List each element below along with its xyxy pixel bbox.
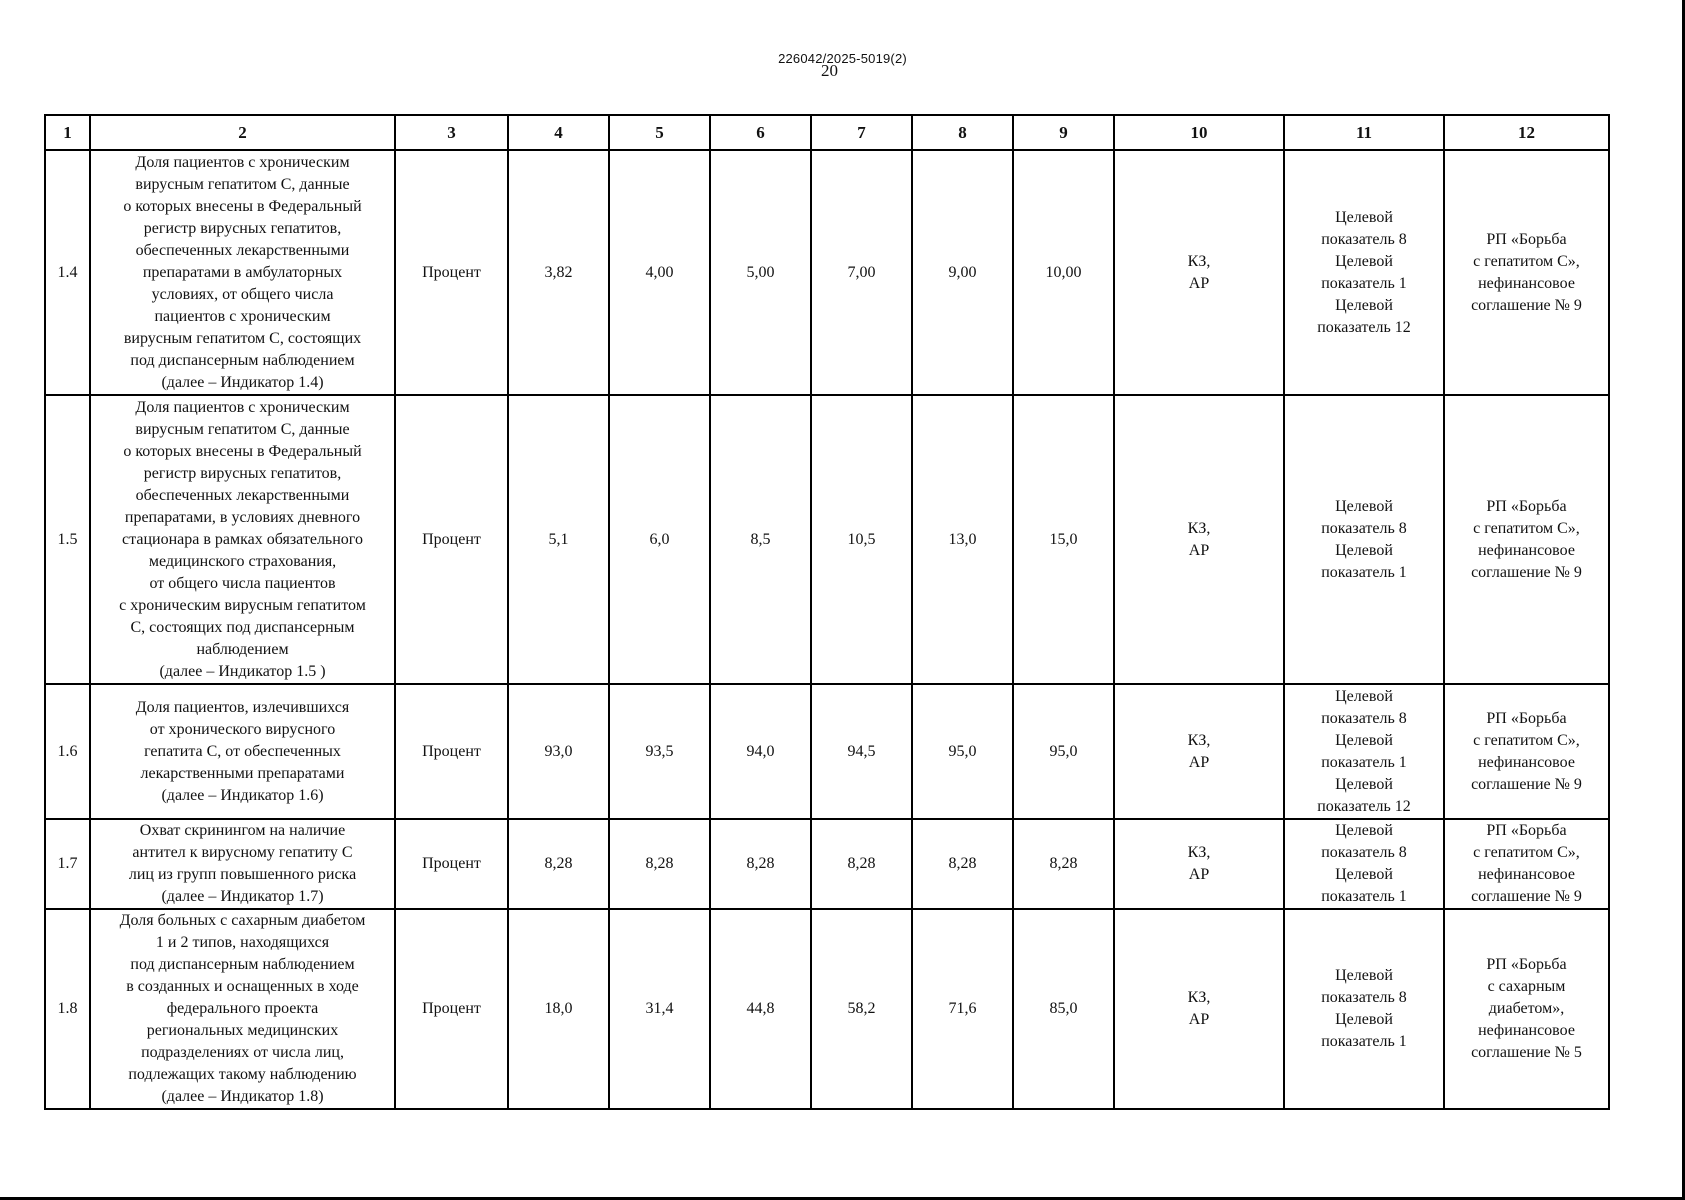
- value-cell: 85,0: [1013, 909, 1114, 1109]
- page-number: 20: [821, 61, 838, 80]
- value-cell: 5,1: [508, 395, 609, 684]
- regional-project-cell: РП «Борьба с гепатитом С», нефинансовое соглашение № 9: [1444, 395, 1609, 684]
- column-header: 7: [811, 115, 912, 150]
- indicator-description: Доля пациентов, излечившихся от хронического вирусного гепатита С, от обеспеченных лекарственными препаратами (далее – Индикатор 1.6): [90, 684, 395, 819]
- table-row: [45, 150, 1609, 395]
- column-header: 5: [609, 115, 710, 150]
- value-cell: 8,28: [912, 819, 1013, 909]
- value-cell: 93,5: [609, 684, 710, 819]
- responsible-cell: КЗ, АР: [1114, 395, 1284, 684]
- value-cell: 8,28: [710, 819, 811, 909]
- column-header: 6: [710, 115, 811, 150]
- indicator-number: 1.5: [45, 395, 90, 684]
- indicator-number: 1.4: [45, 150, 90, 395]
- value-cell: 13,0: [912, 395, 1013, 684]
- unit-cell: Процент: [395, 684, 508, 819]
- indicator-description: Доля больных с сахарным диабетом 1 и 2 типов, находящихся под диспансерным наблюдением в созданных и оснащенных в ходе федерального проекта региональных медицинских подразделениях от числа лиц, подлежащих такому наблюдению (далее – Индикатор 1.8): [90, 909, 395, 1109]
- column-header: 11: [1284, 115, 1444, 150]
- indicator-description: Доля пациентов с хроническим вирусным гепатитом С, данные о которых внесены в Федеральный регистр вирусных гепатитов, обеспеченных лекарственными препаратами, в условиях дневного стационара в рамках обязательного медицинского страхования, от общего числа пациентов с хроническим вирусным гепатитом С, состоящих под диспансерным наблюдением (далее – Индикатор 1.5 ): [90, 395, 395, 684]
- value-cell: 95,0: [912, 684, 1013, 819]
- target-indicator-cell: Целевой показатель 8 Целевой показатель 1: [1284, 819, 1444, 909]
- indicator-number: 1.6: [45, 684, 90, 819]
- column-header: 12: [1444, 115, 1609, 150]
- value-cell: 44,8: [710, 909, 811, 1109]
- value-cell: 10,5: [811, 395, 912, 684]
- column-header: 1: [45, 115, 90, 150]
- value-cell: 9,00: [912, 150, 1013, 395]
- value-cell: 15,0: [1013, 395, 1114, 684]
- column-header: 9: [1013, 115, 1114, 150]
- value-cell: 8,28: [609, 819, 710, 909]
- value-cell: 71,6: [912, 909, 1013, 1109]
- value-cell: 58,2: [811, 909, 912, 1109]
- value-cell: 5,00: [710, 150, 811, 395]
- regional-project-cell: РП «Борьба с сахарным диабетом», нефинансовое соглашение № 5: [1444, 909, 1609, 1109]
- target-indicator-cell: Целевой показатель 8 Целевой показатель 1 Целевой показатель 12: [1284, 150, 1444, 395]
- column-header: 10: [1114, 115, 1284, 150]
- value-cell: 6,0: [609, 395, 710, 684]
- value-cell: 95,0: [1013, 684, 1114, 819]
- value-cell: 8,28: [811, 819, 912, 909]
- column-header: 2: [90, 115, 395, 150]
- regional-project-cell: РП «Борьба с гепатитом С», нефинансовое соглашение № 9: [1444, 150, 1609, 395]
- document-registration-stamp: 226042/2025-5019(2): [778, 51, 907, 66]
- responsible-cell: КЗ, АР: [1114, 909, 1284, 1109]
- column-number-row: [45, 115, 1609, 150]
- target-indicator-cell: Целевой показатель 8 Целевой показатель 1 Целевой показатель 12: [1284, 684, 1444, 819]
- regional-project-cell: РП «Борьба с гепатитом С», нефинансовое соглашение № 9: [1444, 684, 1609, 819]
- value-cell: 8,5: [710, 395, 811, 684]
- value-cell: 94,5: [811, 684, 912, 819]
- column-header: 8: [912, 115, 1013, 150]
- responsible-cell: КЗ, АР: [1114, 150, 1284, 395]
- indicator-number: 1.8: [45, 909, 90, 1109]
- indicators-table: [44, 114, 1610, 1110]
- value-cell: 8,28: [508, 819, 609, 909]
- unit-cell: Процент: [395, 819, 508, 909]
- target-indicator-cell: Целевой показатель 8 Целевой показатель 1: [1284, 909, 1444, 1109]
- value-cell: 18,0: [508, 909, 609, 1109]
- table-row: [45, 395, 1609, 684]
- indicator-description: Доля пациентов с хроническим вирусным гепатитом С, данные о которых внесены в Федеральный регистр вирусных гепатитов, обеспеченных лекарственными препаратами в амбулаторных условиях, от общего числа пациентов с хроническим вирусным гепатитом С, состоящих под диспансерным наблюдением (далее – Индикатор 1.4): [90, 150, 395, 395]
- table-row: [45, 819, 1609, 909]
- regional-project-cell: РП «Борьба с гепатитом С», нефинансовое соглашение № 9: [1444, 819, 1609, 909]
- value-cell: 93,0: [508, 684, 609, 819]
- indicator-description: Охват скринингом на наличие антител к вирусному гепатиту С лиц из групп повышенного риска (далее – Индикатор 1.7): [90, 819, 395, 909]
- value-cell: 94,0: [710, 684, 811, 819]
- table-row: [45, 909, 1609, 1109]
- column-header: 4: [508, 115, 609, 150]
- unit-cell: Процент: [395, 150, 508, 395]
- value-cell: 7,00: [811, 150, 912, 395]
- value-cell: 10,00: [1013, 150, 1114, 395]
- value-cell: 4,00: [609, 150, 710, 395]
- value-cell: 31,4: [609, 909, 710, 1109]
- unit-cell: Процент: [395, 909, 508, 1109]
- column-header: 3: [395, 115, 508, 150]
- value-cell: 3,82: [508, 150, 609, 395]
- responsible-cell: КЗ, АР: [1114, 684, 1284, 819]
- indicator-number: 1.7: [45, 819, 90, 909]
- responsible-cell: КЗ, АР: [1114, 819, 1284, 909]
- table-row: [45, 684, 1609, 819]
- unit-cell: Процент: [395, 395, 508, 684]
- value-cell: 8,28: [1013, 819, 1114, 909]
- target-indicator-cell: Целевой показатель 8 Целевой показатель 1: [1284, 395, 1444, 684]
